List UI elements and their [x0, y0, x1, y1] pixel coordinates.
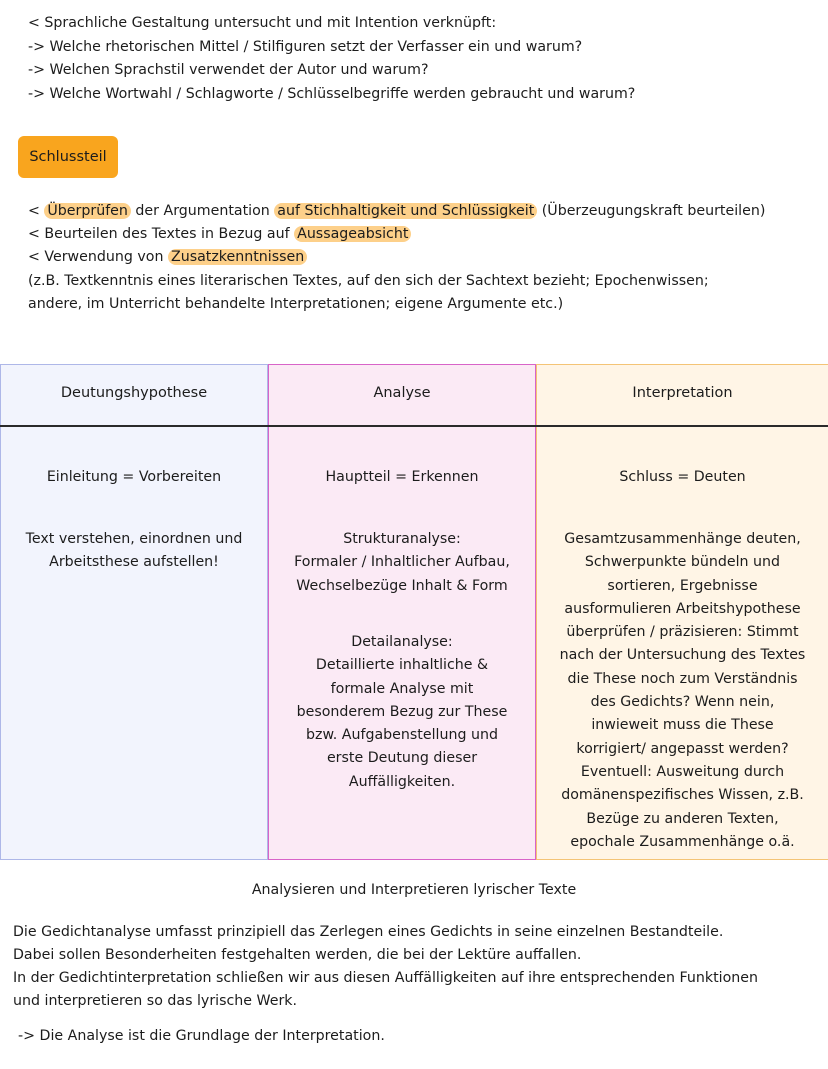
highlight: Überprüfen	[44, 203, 131, 219]
column-subtitle: Hauptteil = Erkennen	[325, 469, 479, 485]
text: <	[28, 203, 45, 219]
column-subtitle: Schluss = Deuten	[619, 469, 746, 485]
list-item: < Sprachliche Gestaltung untersucht und mit Intention verknüpft:	[28, 15, 497, 31]
schluss-line-4: (z.B. Textkenntnis eines literarischen Textes, auf den sich der Sachtext bezieht; Epochenwissen;	[28, 273, 709, 289]
highlight: Aussageabsicht	[294, 226, 411, 242]
text: < Verwendung von	[28, 249, 168, 265]
list-item: -> Welche Wortwahl / Schlagworte / Schlüsselbegriffe werden gebraucht und warum?	[28, 86, 636, 102]
paragraph-line: und interpretieren so das lyrische Werk.	[13, 993, 297, 1009]
paragraph-line: In der Gedichtinterpretation schließen wir aus diesen Auffälligkeiten auf ihre entsprechenden Funktionen	[13, 970, 758, 986]
schluss-line-5: andere, im Unterricht behandelte Interpretationen; eigene Argumente etc.)	[28, 296, 564, 312]
conclusion-line: -> Die Analyse ist die Grundlage der Interpretation.	[18, 1028, 385, 1044]
text: < Beurteilen des Textes in Bezug auf	[28, 226, 295, 242]
table-column-analyse	[268, 364, 536, 860]
schluss-line-3	[28, 247, 307, 267]
column-body-detail: Detailanalyse: Detaillierte inhaltliche & formale Analyse mit besonderem Bezug zur These bzw. Aufgabenstellung und erste Deutung dieser Auffälligkeiten.	[296, 634, 508, 790]
section-title: Analysieren und Interpretieren lyrischer Texte	[251, 882, 577, 898]
list-item: -> Welche rhetorischen Mittel / Stilfiguren setzt der Verfasser ein und warum?	[28, 39, 583, 55]
paragraph-line: Die Gedichtanalyse umfasst prinzipiell das Zerlegen eines Gedichts in seine einzelnen Bestandteile.	[13, 924, 724, 940]
column-header: Deutungshypothese	[60, 385, 208, 401]
paragraph-line: Dabei sollen Besonderheiten festgehalten werden, die bei der Lektüre auffallen.	[13, 947, 582, 963]
table-column-deutungshypothese	[0, 364, 268, 860]
column-header: Interpretation	[632, 385, 733, 401]
table-column-interpretation	[536, 364, 828, 860]
text: der Argumentation	[130, 203, 275, 219]
schluss-line-2	[28, 224, 411, 244]
column-body: Text verstehen, einordnen und Arbeitsthese aufstellen!	[25, 531, 243, 571]
text: (Überzeugungskraft beurteilen)	[537, 203, 766, 219]
highlight: auf Stichhaltigkeit und Schlüssigkeit	[274, 203, 537, 219]
section-badge-schlussteil: Schlussteil	[18, 136, 118, 178]
header-divider	[0, 425, 828, 427]
column-subtitle: Einleitung = Vorbereiten	[46, 469, 222, 485]
column-body: Gesamtzusammenhänge deuten, Schwerpunkte bündeln und sortieren, Ergebnisse ausformulieren Arbeitshypothese überprüfen / präzisieren: Stimmt nach der Untersuchung des Textes die These noch zum Verständnis des Gedichts? Wenn nein, inwieweit muss die These korrigiert/ angepasst werden? Eventuell: Ausweitung durch domänenspezifisches Wissen, z.B. Bezüge zu anderen Texten, epochale Zusammenhänge o.ä.	[559, 531, 806, 850]
list-item: -> Welchen Sprachstil verwendet der Autor und warum?	[28, 62, 429, 78]
column-header: Analyse	[373, 385, 431, 401]
highlight: Zusatzkenntnissen	[168, 249, 307, 265]
column-body: Strukturanalyse: Formaler / Inhaltlicher Aufbau, Wechselbezüge Inhalt & Form	[294, 531, 510, 594]
schluss-line-1	[28, 201, 765, 221]
